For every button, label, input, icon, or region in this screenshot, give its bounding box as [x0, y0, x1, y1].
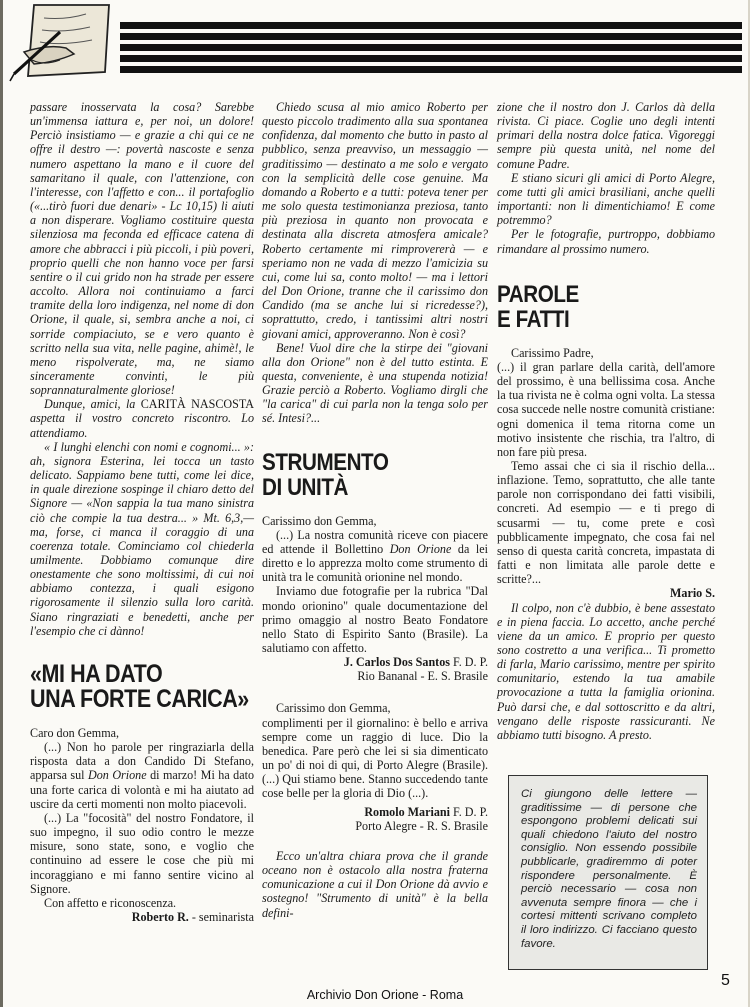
- text-run: da lei diretto e lo apprezza molto come strumento di unità tra le comunità orionine nel mondo.: [262, 541, 488, 585]
- page-header: [0, 0, 750, 88]
- signature-name: J. Carlos Dos Santos: [343, 655, 450, 670]
- header-stripe: [120, 44, 742, 51]
- letter-salutation: Carissimo don Gemma,: [262, 513, 377, 528]
- paragraph: Il colpo, non c'è dubbio, è bene assestato e in piena faccia. Lo accetto, anche perché viene da un amico. E proprio per questo sono costretto a una verifica... Ti prometto di farla, Mario carissimo, mentre per spirito comunitario, estendo la tua amabile provocazione a tutta la famiglia orionina. Può darsi che, e dal sottoscritto e da altri, vengano delle risposte rassicuranti. Ne abbiamo tutti bisogno. A presto.: [497, 600, 715, 742]
- notice-box: Ci giungono delle lettere — graditissime — di persone che espongono problemi delicati sui quali chiedono l'aiuto del nostro consiglio. Non essendo possibile pubblicarle, gradiremmo di poter rispondere personalmente. È perciò necessario — cosa non avvenuta sempre finora — che i cortesi mittenti scrivano completo il loro indirizzo. Ci facciano questo favore.: [508, 775, 708, 970]
- text-run: (...) Non ho parole per ringraziarla della risposta data a don Candido Di Stefano, apparsa sul: [30, 740, 254, 783]
- column-middle: [262, 100, 488, 920]
- signature: [262, 655, 488, 669]
- paragraph: Inviamo due fotografie per la rubrica "Dal mondo orionino" quale documentazione del primo omaggio al nostro Beato Fondatore nello Stato di Espirito Santo (Brasile). La salutiamo con affetto.: [262, 584, 488, 655]
- header-stripe: [120, 55, 742, 62]
- paragraph: [30, 740, 254, 811]
- paragraph: [262, 528, 488, 585]
- text-run: aspetta il vostro concreto riscontro. Lo attendiamo.: [30, 411, 254, 440]
- article-title: [262, 450, 456, 500]
- title-line: PAROLE: [497, 280, 579, 308]
- title-line: E FATTI: [497, 305, 570, 333]
- title-line: «MI HA DATO: [30, 659, 163, 688]
- paragraph: (...) La "focosità" del nostro Fondatore, il suo impegno, il suo odio contro le mezze misure, sono state, sono, e voglio che continuino ad essere le cose che più mi incoraggiano e mi fanno sentire vicino al Signore.: [30, 810, 254, 896]
- letter-salutation: Carissimo don Gemma,: [276, 701, 391, 716]
- header-stripe: [120, 66, 742, 73]
- header-stripe: [120, 33, 742, 40]
- paragraph: (...) il gran parlare della carità, dell'amore del prossimo, è una bellissima cosa. Anche la tua rivista ne è colma ogni volta. La stessa cosa succede nelle nostre comunità cristiane: ogni domenica il tema ritorna come un motivo insistente che rischia, tra l'altro, di non fare più presa.: [497, 359, 715, 459]
- text-run: Don Orione: [389, 541, 452, 556]
- spacer: [262, 683, 488, 701]
- signature-name: Roberto R.: [131, 909, 189, 924]
- archive-footer: Archivio Don Orione - Roma: [306, 988, 464, 1002]
- paragraph: [30, 397, 254, 439]
- page-number: 5: [721, 972, 730, 989]
- signature-place: Porto Alegre - R. S. Brasile: [355, 818, 488, 833]
- text-run: CARITÀ NASCOSTA: [140, 397, 254, 412]
- paragraph: Ecco un'altra chiara prova che il grande oceano non è ostacolo alla nostra fraterna comunicazione a cui il Don Orione dà avvio e sostegno! "Strumento di unità" è la bella defini-: [262, 848, 488, 920]
- paragraph: « I lunghi elenchi con nomi e cognomi... »: ah, signora Esterina, lei tocca un tasto delicato. Sappiamo bene tutti, come lei dice, in quale direzione sospinge il chiaro detto del Signore — «Non sappia la tua mano sinistra ciò che compie la tua destra... » Mt. 6,3,— ma, forse, ci manca il coraggio di una coerenza totale. Cominciamo col chiederla umilmente. Dobbiamo comunque dire onestamente che sono moltissimi, di cui noi abbiamo contezza, i quali esigono rigorosamente il silenzio sulla loro carità. Siano ringraziati e benedetti, anche per l'esempio che ci dànno!: [30, 439, 254, 638]
- text-run: Don Orione: [88, 768, 147, 783]
- article-title: [497, 282, 684, 332]
- signature-name: Romolo Mariani: [364, 804, 450, 819]
- signature: [262, 805, 488, 819]
- letter-salutation: Caro don Gemma,: [30, 725, 120, 740]
- signature-name: Mario S.: [669, 586, 715, 601]
- signature-place: Rio Bananal - E. S. Brasile: [357, 669, 488, 684]
- signature-order: F. D. P.: [449, 655, 488, 670]
- paragraph: passare inosservata la cosa? Sarebbe un'immensa iattura e, per noi, un dolore! Perciò insistiamo — e grazie a chi qui ce ne offre il destro —: povertà nascoste e senza numero aspettano la mano e il cuore del samaritano il quale, con l'attenzione, con l'interesse, con l'affetto e con... il portafoglio («...tirò fuori due denari» - Lc 10,15) li aiuti a non disperare. Vogliamo costituire questa silenziosa ma feconda ed efficace catena di amore che abbracci i più piccoli, i più poveri, proprio quelli che non hanno voce per farsi sentire o il cui grido non ha strade per essere accolto. Allora noi continuiamo a farci tramite della loro indigenza, nel nome di don Orione, il quale, si, sembra anche a noi, ci sorride compiaciuto, se e vero quanto è scritto nella sua vita, nelle pagine, ahimè!, le meno rispolverate, ma, ne siamo sinceramente convinti, le più soprannaturalmente gloriose!: [30, 100, 254, 398]
- spacer: [262, 833, 488, 849]
- signature: [497, 586, 715, 600]
- header-stripe: [120, 22, 742, 29]
- letter-salutation: Carissimo Padre,: [511, 345, 594, 360]
- letter-closing: Con affetto e riconoscenza.: [44, 895, 177, 910]
- text-run: Dunque, amici, la: [44, 397, 141, 412]
- paragraph: Chiedo scusa al mio amico Roberto per questo piccolo tradimento alla sua spontanea confidenza, dal momento che butto in pasto al pubblico, senza preavviso, un messaggio — graditissimo — destinato a me solo e vergato con la semplicità delle cose genuine. Ma domando a Roberto e a tutti: poteva tener per me solo questa testimonianza preziosa, tanto più preziosa in quanto non provocata e destinata alla discreta atmosfera amicale? Roberto certamente mi rimprovererà — e speriamo non ne vada di mezzo l'amicizia su cui, come lui sa, conto molto! — ma i lettori del Don Orione, tranne che il carissimo don Candido (ma se anche lui si ricredesse?), soprattutto, credo, i tantissimi altri nostri giovani amici, approveranno. Non è così?: [262, 100, 488, 341]
- signature: [30, 910, 254, 924]
- signature-role: - seminarista: [188, 909, 254, 924]
- paragraph: zione che il nostro don J. Carlos dà della rivista. Ci piace. Coglie uno degli intenti primari della nostra dolce fatica. Vigoreggi sempre più questa unità, nel nome del comune Padre.: [497, 100, 715, 171]
- quill-pen-icon: [4, 2, 122, 84]
- text-run: (...) La nostra comunità riceve con piacere ed attende il Bollettino: [262, 527, 488, 556]
- column-right: [497, 100, 715, 742]
- text-run: di marzo! Mi ha dato una forte carica di volontà e mi ha aiutato ad uscire da certi momenti non molto piacevoli.: [30, 768, 254, 811]
- paragraph: Temo assai che ci sia il rischio della... inflazione. Temo, soprattutto, che alle tante parole non corrispondano dei fatti visibili, concreti. Ad esempio — e ti prego di scusarmi — tu, come prete e così pubblicamente impegnato, che cosa fai nel senso di questa carità concreta, impastata di fatti e non limitata alle parole dette e scritte?...: [497, 458, 715, 587]
- title-line: STRUMENTO: [262, 448, 389, 476]
- page-binding-edge: [0, 0, 3, 1007]
- paragraph: E stiano sicuri gli amici di Porto Alegre, come tutti gli amici brasiliani, anche quelli importanti: non li dimentichiamo! E come potremmo?: [497, 170, 715, 228]
- column-left: [30, 100, 254, 924]
- title-line: UNA FORTE CARICA»: [30, 684, 249, 713]
- paragraph: Bene! Vuol dire che la stirpe dei "giovani alla don Orione" non è del tutto estinta. E questa, conveniente, è una stupenda notizia! Grazie perciò a Roberto. Vogliamo dirgli che "la carica" di cui parla non la tenga solo per sé. Intesi?...: [262, 340, 488, 426]
- title-line: DI UNITÀ: [262, 473, 348, 501]
- paragraph: complimenti per il giornalino: è bello e arriva sempre come un raggio di luce. Dio la benedica. Pare però che lei si sia dimenticato un po' di noi di qui, di Porto Alegre (Brasile). (...) Qui stiamo bene. Stanno succedendo tante cose belle per la gloria di Dio (...).: [262, 715, 488, 801]
- signature-order: F. D. P.: [449, 804, 488, 819]
- paragraph: Per le fotografie, purtroppo, dobbiamo rimandare al prossimo numero.: [497, 227, 715, 256]
- article-title: [30, 659, 249, 713]
